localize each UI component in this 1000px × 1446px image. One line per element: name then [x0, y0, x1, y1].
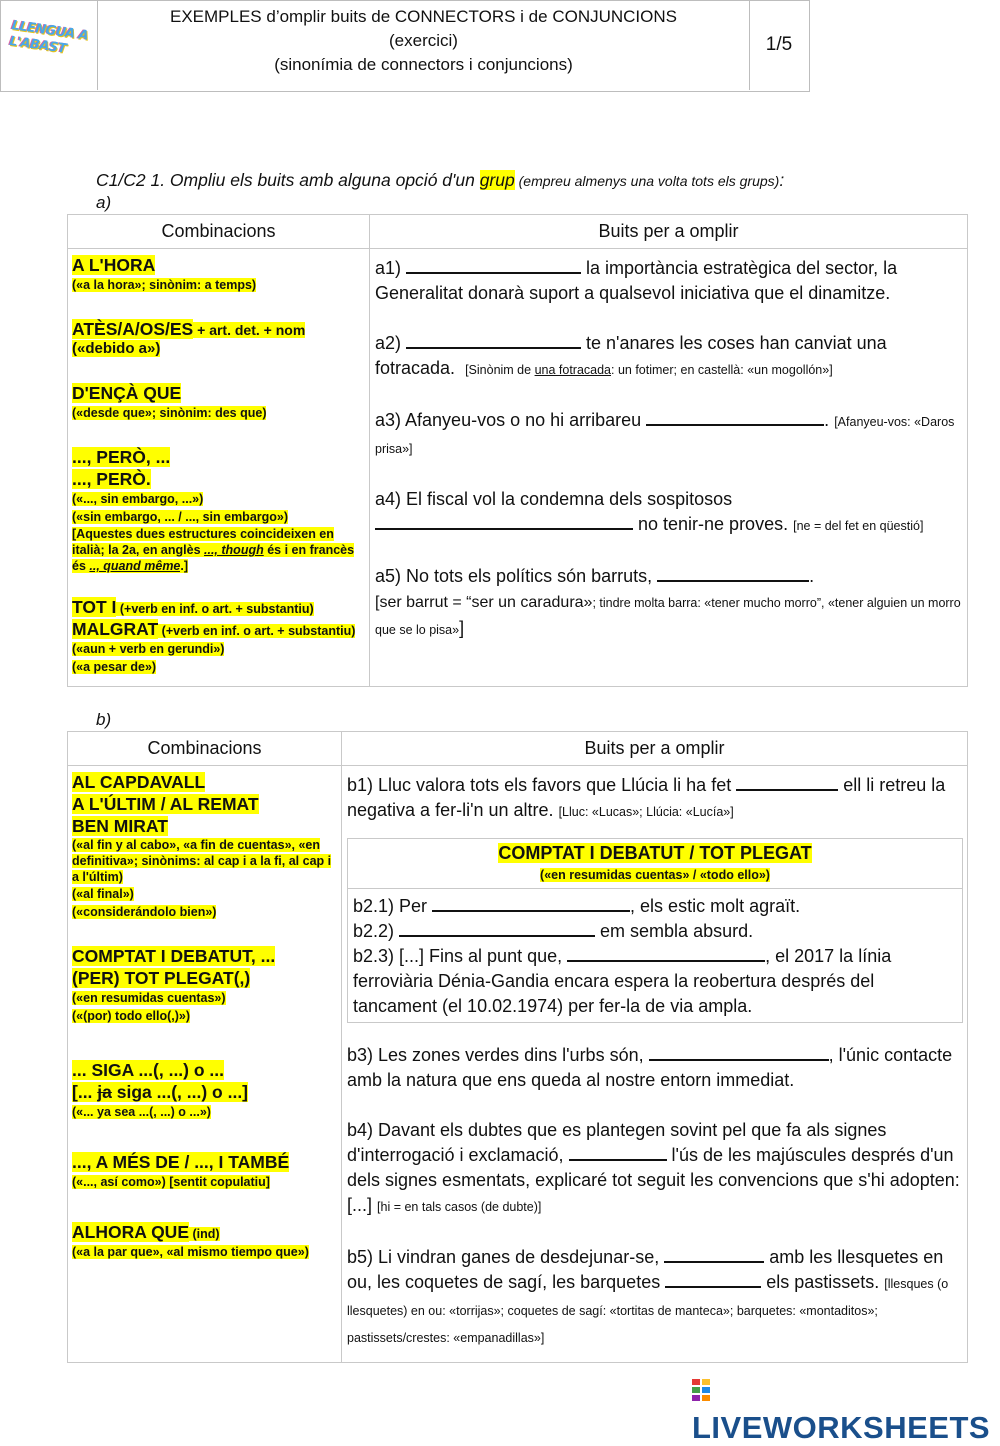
exercise-a5	[375, 564, 961, 643]
blank-b3[interactable]	[649, 1043, 829, 1061]
exercise-note: [Afanyeu-vos: «Daros prisa»]	[375, 415, 955, 456]
combo-title: siga ...(, ...) o ...]	[111, 1082, 249, 1102]
combo-note-em: .., quand même	[89, 559, 181, 573]
exercise-text: , l'únic contacte amb la natura que ens queda al nostre entorn immediat.	[347, 1045, 953, 1090]
exercise-note: [ser barrut = “ser un caradura»	[375, 594, 593, 611]
combo-note: («aun + verb en gerundi»)	[72, 642, 225, 656]
exercise-b21	[353, 894, 958, 919]
combo-ames	[72, 1151, 337, 1191]
combo-note: («..., sin embargo, ...»)	[72, 492, 204, 506]
blank-a3[interactable]	[646, 408, 824, 426]
combo-capdavall	[72, 771, 337, 921]
exercise-text: , el 2017 la línia ferroviària Dénia-Gandia encara espera la reobertura després del tancament (el 10.02.1974) per fer-la de via ampla.	[353, 946, 892, 1016]
exercise-text: , els estic molt agraït.	[630, 896, 801, 916]
title-line-3: (sinonímia de connectors i conjuncions)	[274, 55, 573, 74]
combo-note: («al final»)	[72, 887, 134, 901]
section-a-label: a)	[96, 193, 112, 212]
exercise-note: ]	[459, 618, 465, 638]
exercise-note: [ne = del fet en qüestió]	[793, 519, 924, 533]
combo-title: D'ENÇÀ QUE	[72, 383, 182, 403]
combo-note: («(por) todo ello(,)»)	[72, 1009, 191, 1023]
combo-title: A L'HORA	[72, 255, 156, 275]
combo-title: ..., PERÒ.	[72, 469, 151, 489]
combo-note: («..., así como») [sentit copulatiu]	[72, 1175, 270, 1189]
exercise-a1	[375, 256, 961, 306]
blank-a5[interactable]	[657, 564, 809, 582]
exercise-note: [hi = en tals casos (de dubte)]	[377, 1200, 542, 1214]
exercise-text: ell li retreu la negativa a fer-li'n un altre.	[347, 775, 946, 820]
instruction	[96, 170, 784, 191]
exercise-text: b2.3) [...] Fins al punt que,	[353, 946, 568, 966]
combo-note: («debido a»)	[72, 340, 161, 357]
blank-b5-2[interactable]	[665, 1270, 761, 1288]
exercise-text: a3) Afanyeu-vos o no hi arribareu	[375, 410, 647, 430]
table-b-exercises	[342, 766, 968, 1363]
combo-title: ALHORA QUE	[72, 1222, 189, 1242]
table-b-combinations	[68, 766, 342, 1363]
combo-title: ..., PERÒ, ...	[72, 447, 171, 467]
combo-extra: (+verb en inf. o art. + substantiu)	[116, 602, 314, 616]
exercise-text: b2.1) Per	[353, 896, 433, 916]
section-b-label: b)	[96, 710, 112, 729]
blank-b21[interactable]	[432, 894, 630, 912]
exercise-text: em sembla absurd.	[595, 921, 754, 941]
combo-title: A L'ÚLTIM / AL REMAT	[72, 794, 259, 814]
exercise-b3	[347, 1043, 963, 1093]
combo-note: [Aquestes dues estructures coincideixen en italià; la 2a, en anglès	[72, 527, 334, 557]
combo-note: («desde que»; sinònim: des que)	[72, 406, 267, 420]
combo-title: COMPTAT I DEBATUT, ...	[72, 946, 276, 966]
blank-b22[interactable]	[399, 919, 595, 937]
exercise-note: : un fotimer; en castellà: «un mogollón»]	[611, 363, 833, 377]
liveworksheets-brand[interactable]	[692, 1374, 1000, 1446]
exercise-b2-header	[348, 839, 963, 889]
combo-note: («a la hora»; sinònim: a temps)	[72, 278, 257, 292]
combo-extra: + art. det. + nom	[193, 322, 306, 338]
combo-title: TOT I	[72, 597, 117, 617]
exercise-b2-items	[348, 889, 963, 1023]
blank-b5-1[interactable]	[664, 1245, 764, 1263]
exercise-note: [llesques (o llesquetes) en ou: «torrijas»; coquetes de sagí: «tortitas de manteca»; barquetes: «montaditos»; pastissets/crestes: «empanadillas»]	[347, 1277, 949, 1345]
table-a-exercises	[370, 249, 968, 687]
blank-a1[interactable]	[406, 256, 581, 274]
brand-text: LIVEWORKSHEETS	[692, 1410, 991, 1445]
combo-title: ..., A MÉS DE / ..., I TAMBÉ	[72, 1152, 290, 1172]
instruction-text: C1/C2 1. Ompliu els buits amb alguna opció d'un	[96, 170, 480, 190]
table-b-header-right: Buits per a omplir	[342, 732, 968, 766]
liveworksheets-logo-icon	[692, 1377, 712, 1405]
exercise-text: a2)	[375, 333, 407, 353]
exercise-b23	[353, 944, 958, 1019]
combo-extra: (ind)	[189, 1227, 220, 1241]
combo-note: és i en francès és	[72, 543, 355, 573]
exercise-text: .	[824, 410, 830, 430]
table-a-header-right: Buits per a omplir	[370, 215, 968, 249]
blank-a4[interactable]	[375, 512, 633, 530]
exercise-a4	[375, 487, 961, 539]
instruction-colon: :	[779, 170, 785, 190]
combo-note: («en resumidas cuentas»)	[72, 991, 226, 1005]
logo-text: LLENGUA A L'ABAST	[8, 18, 90, 57]
combo-note: .]	[180, 559, 189, 573]
combo-title: AL CAPDAVALL	[72, 772, 206, 792]
exercise-text: no tenir-ne proves.	[633, 514, 789, 534]
exercise-text: b3) Les zones verdes dins l'urbs són,	[347, 1045, 649, 1065]
exercise-text: b1) Lluc valora tots els favors que Llúcia li ha fet	[347, 775, 737, 795]
exercise-text: b4) Davant els dubtes que es plantegen sovint pel que fa als signes d'interrogació i exclamació,	[347, 1120, 887, 1165]
combo-title: ATÈS/A/OS/ES	[72, 319, 194, 339]
title-line-1: EXEMPLES d’omplir buits de CONNECTORS i de CONJUNCIONS	[170, 7, 677, 26]
combo-ates	[72, 318, 365, 358]
combo-title: MALGRAT	[72, 619, 159, 639]
combo-alhora	[72, 1221, 337, 1261]
header-box	[0, 0, 810, 92]
exercise-text: amb les llesquetes en ou, les coquetes de sagí, les barquetes	[347, 1247, 944, 1292]
exercise-text: l'ús de les majúscules després d'un dels signes esmentats, explicaré tot seguit les convencions que s'hi adopten: [...]	[347, 1145, 960, 1215]
exercise-text: b2.2)	[353, 921, 400, 941]
table-a-header-left: Combinacions	[68, 215, 370, 249]
combo-note: («sin embargo, ... / ..., sin embargo»)	[72, 510, 289, 524]
combo-pero	[72, 446, 365, 574]
blank-b4[interactable]	[569, 1143, 667, 1161]
combo-title: (PER) TOT PLEGAT(,)	[72, 968, 251, 988]
exercise-note: ; tindre molta barra: «tener mucho morro”, «tener alguien un morro que se lo pisa»	[375, 596, 961, 637]
combo-note: («a pesar de»)	[72, 660, 157, 674]
combo-title-strike: ja	[97, 1082, 112, 1102]
combo-comptat	[72, 945, 337, 1025]
inner-title: COMPTAT I DEBATUT / TOT PLEGAT	[498, 843, 812, 863]
combo-note: («al fin y al cabo», «a fin de cuentas», «en definitiva»; sinònims: al cap i a la fi, al cap i a l'últim)	[72, 838, 332, 884]
exercise-b2-box	[347, 838, 963, 1023]
combo-a-lhora	[72, 254, 365, 294]
exercise-text: a1)	[375, 258, 407, 278]
combo-note: («... ya sea ...(, ...) o ...»)	[72, 1105, 211, 1119]
exercise-text: els pastissets.	[761, 1272, 880, 1292]
combo-title: [...	[72, 1082, 98, 1102]
combo-note: («considerándolo bien»)	[72, 905, 217, 919]
table-b-header-left: Combinacions	[68, 732, 342, 766]
exercise-text: b5) Li vindran ganes de desdejunar-se,	[347, 1247, 665, 1267]
exercise-a2	[375, 331, 961, 383]
table-b	[67, 731, 968, 1363]
blank-b23[interactable]	[567, 944, 765, 962]
exercise-text: te n'anares les coses han canviat una fotracada.	[375, 333, 887, 378]
logo	[0, 0, 98, 90]
combo-note: («a la par que», «al mismo tiempo que»)	[72, 1245, 309, 1259]
page-number: 1/5	[765, 34, 793, 55]
exercise-note: una fotracada	[534, 363, 612, 377]
exercise-b22	[353, 919, 958, 944]
exercise-text: la importància estratègica del sector, la Generalitat donarà suport a qualsevol iniciativa que el dinamitze.	[375, 258, 898, 303]
combo-toti-malgrat	[72, 596, 365, 676]
blank-b1[interactable]	[736, 773, 838, 791]
exercise-note: [Lluc: «Lucas»; Llúcia: «Lucía»]	[558, 805, 734, 819]
inner-subtitle: («en resumidas cuentas» / «todo ello»)	[540, 868, 770, 882]
combo-title: ... SIGA ...(, ...) o ...	[72, 1060, 224, 1080]
exercise-text: .	[809, 566, 815, 586]
combo-extra: (+verb en inf. o art. + substantiu)	[158, 624, 356, 638]
table-a-combinations	[68, 249, 370, 687]
document-title	[98, 0, 750, 90]
exercise-text: a5) No tots els polítics són barruts,	[375, 566, 658, 586]
blank-a2[interactable]	[406, 331, 581, 349]
exercise-note: [Sinònim de	[465, 363, 535, 377]
exercise-text: a4) El fiscal vol la condemna dels sospitosos	[375, 489, 733, 509]
exercise-b1	[347, 773, 963, 825]
combo-denca	[72, 382, 365, 422]
combo-siga	[72, 1059, 337, 1121]
exercise-b5	[347, 1245, 963, 1351]
title-line-2: (exercici)	[389, 31, 458, 50]
combo-note-em: ..., though	[204, 543, 264, 557]
exercise-a3	[375, 408, 961, 462]
combo-title: BEN MIRAT	[72, 816, 168, 836]
instruction-highlight: grup	[479, 170, 515, 190]
exercise-b4	[347, 1118, 963, 1220]
table-a	[67, 214, 968, 687]
instruction-note: (empreu almenys una volta tots els grups)	[514, 173, 780, 189]
